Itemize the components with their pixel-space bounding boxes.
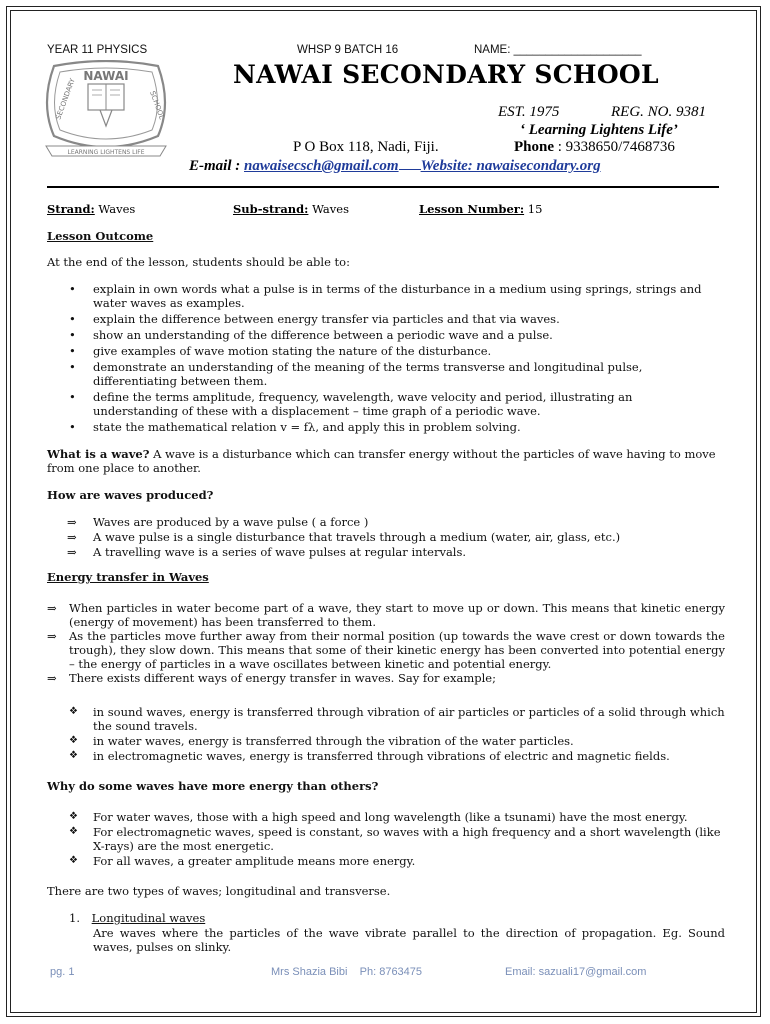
list-item: ❖ in electromagnetic waves, energy is transferred through vibrations of electric and magnetic fields. — [69, 749, 670, 763]
logo-top-text: NAWAI — [83, 69, 129, 83]
strand-label: Strand: — [47, 202, 95, 216]
substrand-value: Waves — [308, 202, 349, 216]
list-item: ⇒ A travelling wave is a series of wave pulses at regular intervals. — [67, 545, 467, 559]
list-item: • define the terms amplitude, frequency, wavelength, wave velocity and period, illustrating an understanding of these with a displacement – time graph of a periodic wave. — [69, 390, 633, 418]
batch-label: WHSP 9 BATCH 16 — [297, 44, 399, 56]
class-label: YEAR 11 PHYSICS — [47, 44, 148, 56]
phone-label: Phone — [514, 139, 555, 155]
more-energy-list — [47, 810, 725, 869]
list-item: ❖ For water waves, those with a high speed and long wavelength (like a tsunami) have the most energy. — [69, 810, 688, 824]
energy-list — [47, 601, 725, 685]
substrand-label: Sub-strand: — [233, 202, 309, 216]
more-energy-heading: Why do some waves have more energy than others? — [47, 779, 379, 793]
footer-email: Email: sazuali17@gmail.com — [505, 966, 647, 978]
list-item: ❖ in sound waves, energy is transferred through vibration of air particles or particles of a solid through which the sound travels. — [69, 705, 725, 733]
list-item: ⇒ As the particles move further away from their normal position (up towards the wave crest or down towards the trough), they slow down. This means that some of their kinetic energy has been converted into potential energy – the energy of particles in a wave oscillates between kinetic and potential energy. — [47, 629, 725, 671]
logo-right-text: SCHOOL — [148, 89, 166, 121]
logo-left-text: SECONDARY — [54, 77, 77, 121]
list-item: ❖ For electromagnetic waves, speed is constant, so waves with a high frequency and a short wavelength (like X-rays) are the most energetic. — [69, 825, 721, 853]
established: EST. 1975 — [498, 104, 560, 120]
list-item: ❖ For all waves, a greater amplitude means more energy. — [69, 854, 416, 868]
email-label: E-mail : — [189, 158, 244, 174]
energy-heading: Energy transfer in Waves — [47, 570, 209, 584]
list-item: • explain the difference between energy transfer via particles and that via waves. — [69, 312, 560, 326]
longitudinal-number: 1. — [69, 911, 80, 925]
footer-page: pg. 1 — [50, 966, 75, 978]
phone-value: : 9338650/7468736 — [554, 139, 675, 155]
outcome-intro: At the end of the lesson, students should be able to: — [47, 255, 350, 269]
longitudinal-text: Are waves where the particles of the wave vibrate parallel to the direction of propagation. Eg. Sound waves, pulses on slinky. — [93, 926, 725, 954]
lesson-number — [419, 202, 542, 216]
lesson-value: 15 — [524, 202, 543, 216]
strand-value: Waves — [94, 202, 136, 216]
email-link[interactable]: nawaisecsch@gmail.com — [244, 158, 399, 174]
list-item: • show an understanding of the difference between a periodic wave and a pulse. — [69, 328, 553, 342]
types-intro: There are two types of waves; longitudinal and transverse. — [47, 884, 391, 898]
contact-line — [189, 157, 601, 175]
substrand — [233, 202, 349, 216]
list-item: ⇒ A wave pulse is a single disturbance that travels through a medium (water, air, glass, etc.) — [67, 530, 621, 544]
reg-number: REG. NO. 9381 — [611, 104, 706, 120]
energy-examples — [47, 705, 725, 764]
school-name: NAWAI SECONDARY SCHOOL — [233, 60, 659, 89]
torch-icon — [100, 110, 112, 126]
list-item: ⇒ When particles in water become part of a wave, they start to move up or down. This means that kinetic energy (energy of movement) has been transferred to them. — [47, 601, 725, 629]
list-item: ⇒ Waves are produced by a wave pulse ( a force ) — [67, 515, 369, 529]
list-item: • demonstrate an understanding of the meaning of the terms transverse and longitudinal pulse, differentiating between them. — [69, 360, 643, 388]
phone — [514, 139, 675, 156]
school-logo — [40, 60, 172, 160]
what-is-wave-label: What is a wave? — [47, 447, 150, 461]
header-rule — [47, 186, 719, 188]
what-is-wave — [47, 447, 725, 475]
name-field: NAME: ____________________ — [474, 44, 642, 56]
footer-teacher: Mrs Shazia Bibi Ph: 8763475 — [271, 966, 423, 978]
outcome-list — [47, 282, 707, 436]
list-item: ❖ in water waves, energy is transferred through the vibration of the water particles. — [69, 734, 574, 748]
what-is-wave-text: A wave is a disturbance which can transfer energy without the particles of wave having to move from one place to another. — [47, 447, 716, 475]
logo-ribbon-text: LEARNING LIGHTENS LIFE — [67, 149, 145, 156]
strand — [47, 202, 135, 216]
list-item: • explain in own words what a pulse is in terms of the disturbance in a medium using springs, strings and water waves as examples. — [69, 282, 702, 310]
lesson-label: Lesson Number: — [419, 202, 525, 216]
outcome-heading: Lesson Outcome — [47, 229, 154, 243]
produced-heading: How are waves produced? — [47, 488, 214, 502]
produced-list — [47, 515, 729, 560]
list-item: • state the mathematical relation v = fλ, and apply this in problem solving. — [69, 420, 521, 434]
website-link[interactable]: Website: nawaisecondary.org — [420, 158, 601, 174]
longitudinal-title: Longitudinal waves — [91, 911, 206, 925]
list-item: ⇒ There exists different ways of energy transfer in waves. Say for example; — [47, 671, 496, 685]
list-item: • give examples of wave motion stating the nature of the disturbance. — [69, 344, 492, 358]
motto: ‘ Learning Lightens Life’ — [520, 122, 678, 138]
po-box: P O Box 118, Nadi, Fiji. — [293, 139, 439, 155]
longitudinal-item — [69, 911, 729, 925]
